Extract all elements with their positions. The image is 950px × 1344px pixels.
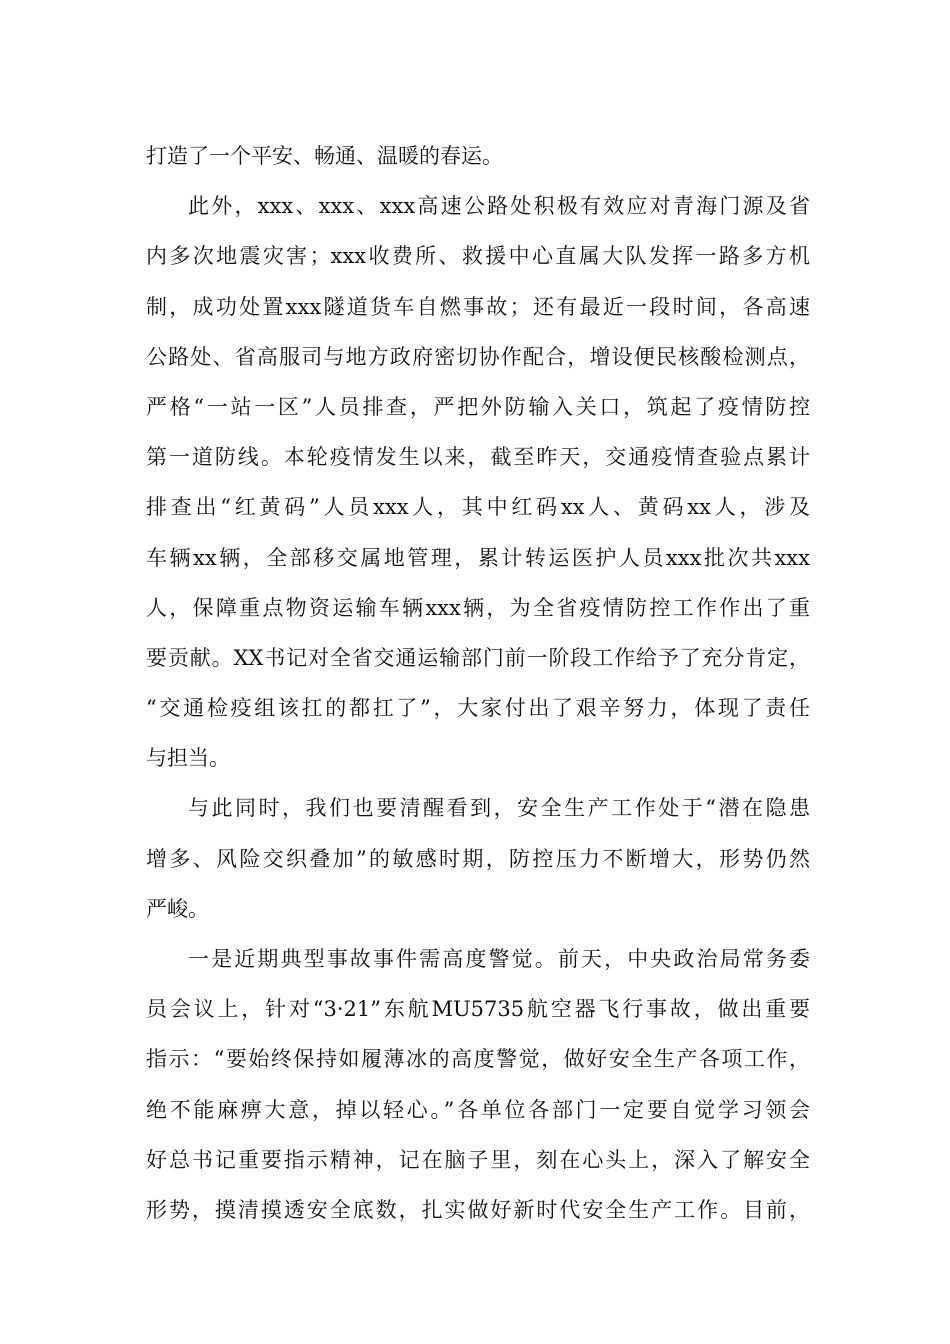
text-line: 形势，摸清摸透安全底数，扎实做好新时代安全生产工作。目前， xyxy=(146,1197,810,1222)
text-line: 打造了一个平安、畅通、温暖的春运。 xyxy=(146,144,503,168)
text-line: 内多次地震灾害；xxx收费所、救援中心直属大队发挥一路多方机 xyxy=(146,244,810,269)
text-line: 绝不能麻痹大意，掉以轻心。”各单位各部门一定要自觉学习领会 xyxy=(146,1097,810,1122)
text-line: 排查出“红黄码”人员xxx人，其中红码xx人、黄码xx人，涉及 xyxy=(146,495,810,520)
text-line: 人，保障重点物资运输车辆xxx辆，为全省疫情防控工作作出了重 xyxy=(146,595,810,620)
text-line: 车辆xx辆，全部移交属地管理，累计转运医护人员xxx批次共xxx xyxy=(146,545,810,570)
text-line: 增多、风险交织叠加”的敏感时期，防控压力不断增大，形势仍然 xyxy=(146,846,810,871)
text-line: 与担当。 xyxy=(146,746,230,771)
text-line: 此外，xxx、xxx、xxx高速公路处积极有效应对青海门源及省 xyxy=(188,194,810,219)
text-line: 要贡献。XX书记对全省交通运输部门前一阶段工作给予了充分肯定， xyxy=(146,645,810,670)
text-line: 好总书记重要指示精神，记在脑子里，刻在心头上，深入了解安全 xyxy=(146,1147,810,1172)
text-line: 员会议上，针对“3·21”东航MU5735航空器飞行事故，做出重要 xyxy=(146,997,810,1022)
text-line: 与此同时，我们也要清醒看到，安全生产工作处于“潜在隐患 xyxy=(188,796,810,821)
text-line: 制，成功处置xxx隧道货车自燃事故；还有最近一段时间，各高速 xyxy=(146,294,810,319)
text-line: 严峻。 xyxy=(146,896,209,921)
text-line: 第一道防线。本轮疫情发生以来，截至昨天，交通疫情查验点累计 xyxy=(146,445,810,470)
text-line: 指示：“要始终保持如履薄冰的高度警觉，做好安全生产各项工作， xyxy=(146,1047,810,1072)
text-line: 一是近期典型事故事件需高度警觉。前天，中央政治局常务委 xyxy=(188,947,810,971)
text-line: “交通检疫组该扛的都扛了”，大家付出了艰辛努力，体现了责任 xyxy=(146,696,810,721)
document-body xyxy=(146,131,810,1235)
text-line: 严格“一站一区”人员排查，严把外防输入关口，筑起了疫情防控 xyxy=(146,394,810,419)
text-line: 公路处、省高服司与地方政府密切协作配合，增设便民核酸检测点， xyxy=(146,344,810,369)
